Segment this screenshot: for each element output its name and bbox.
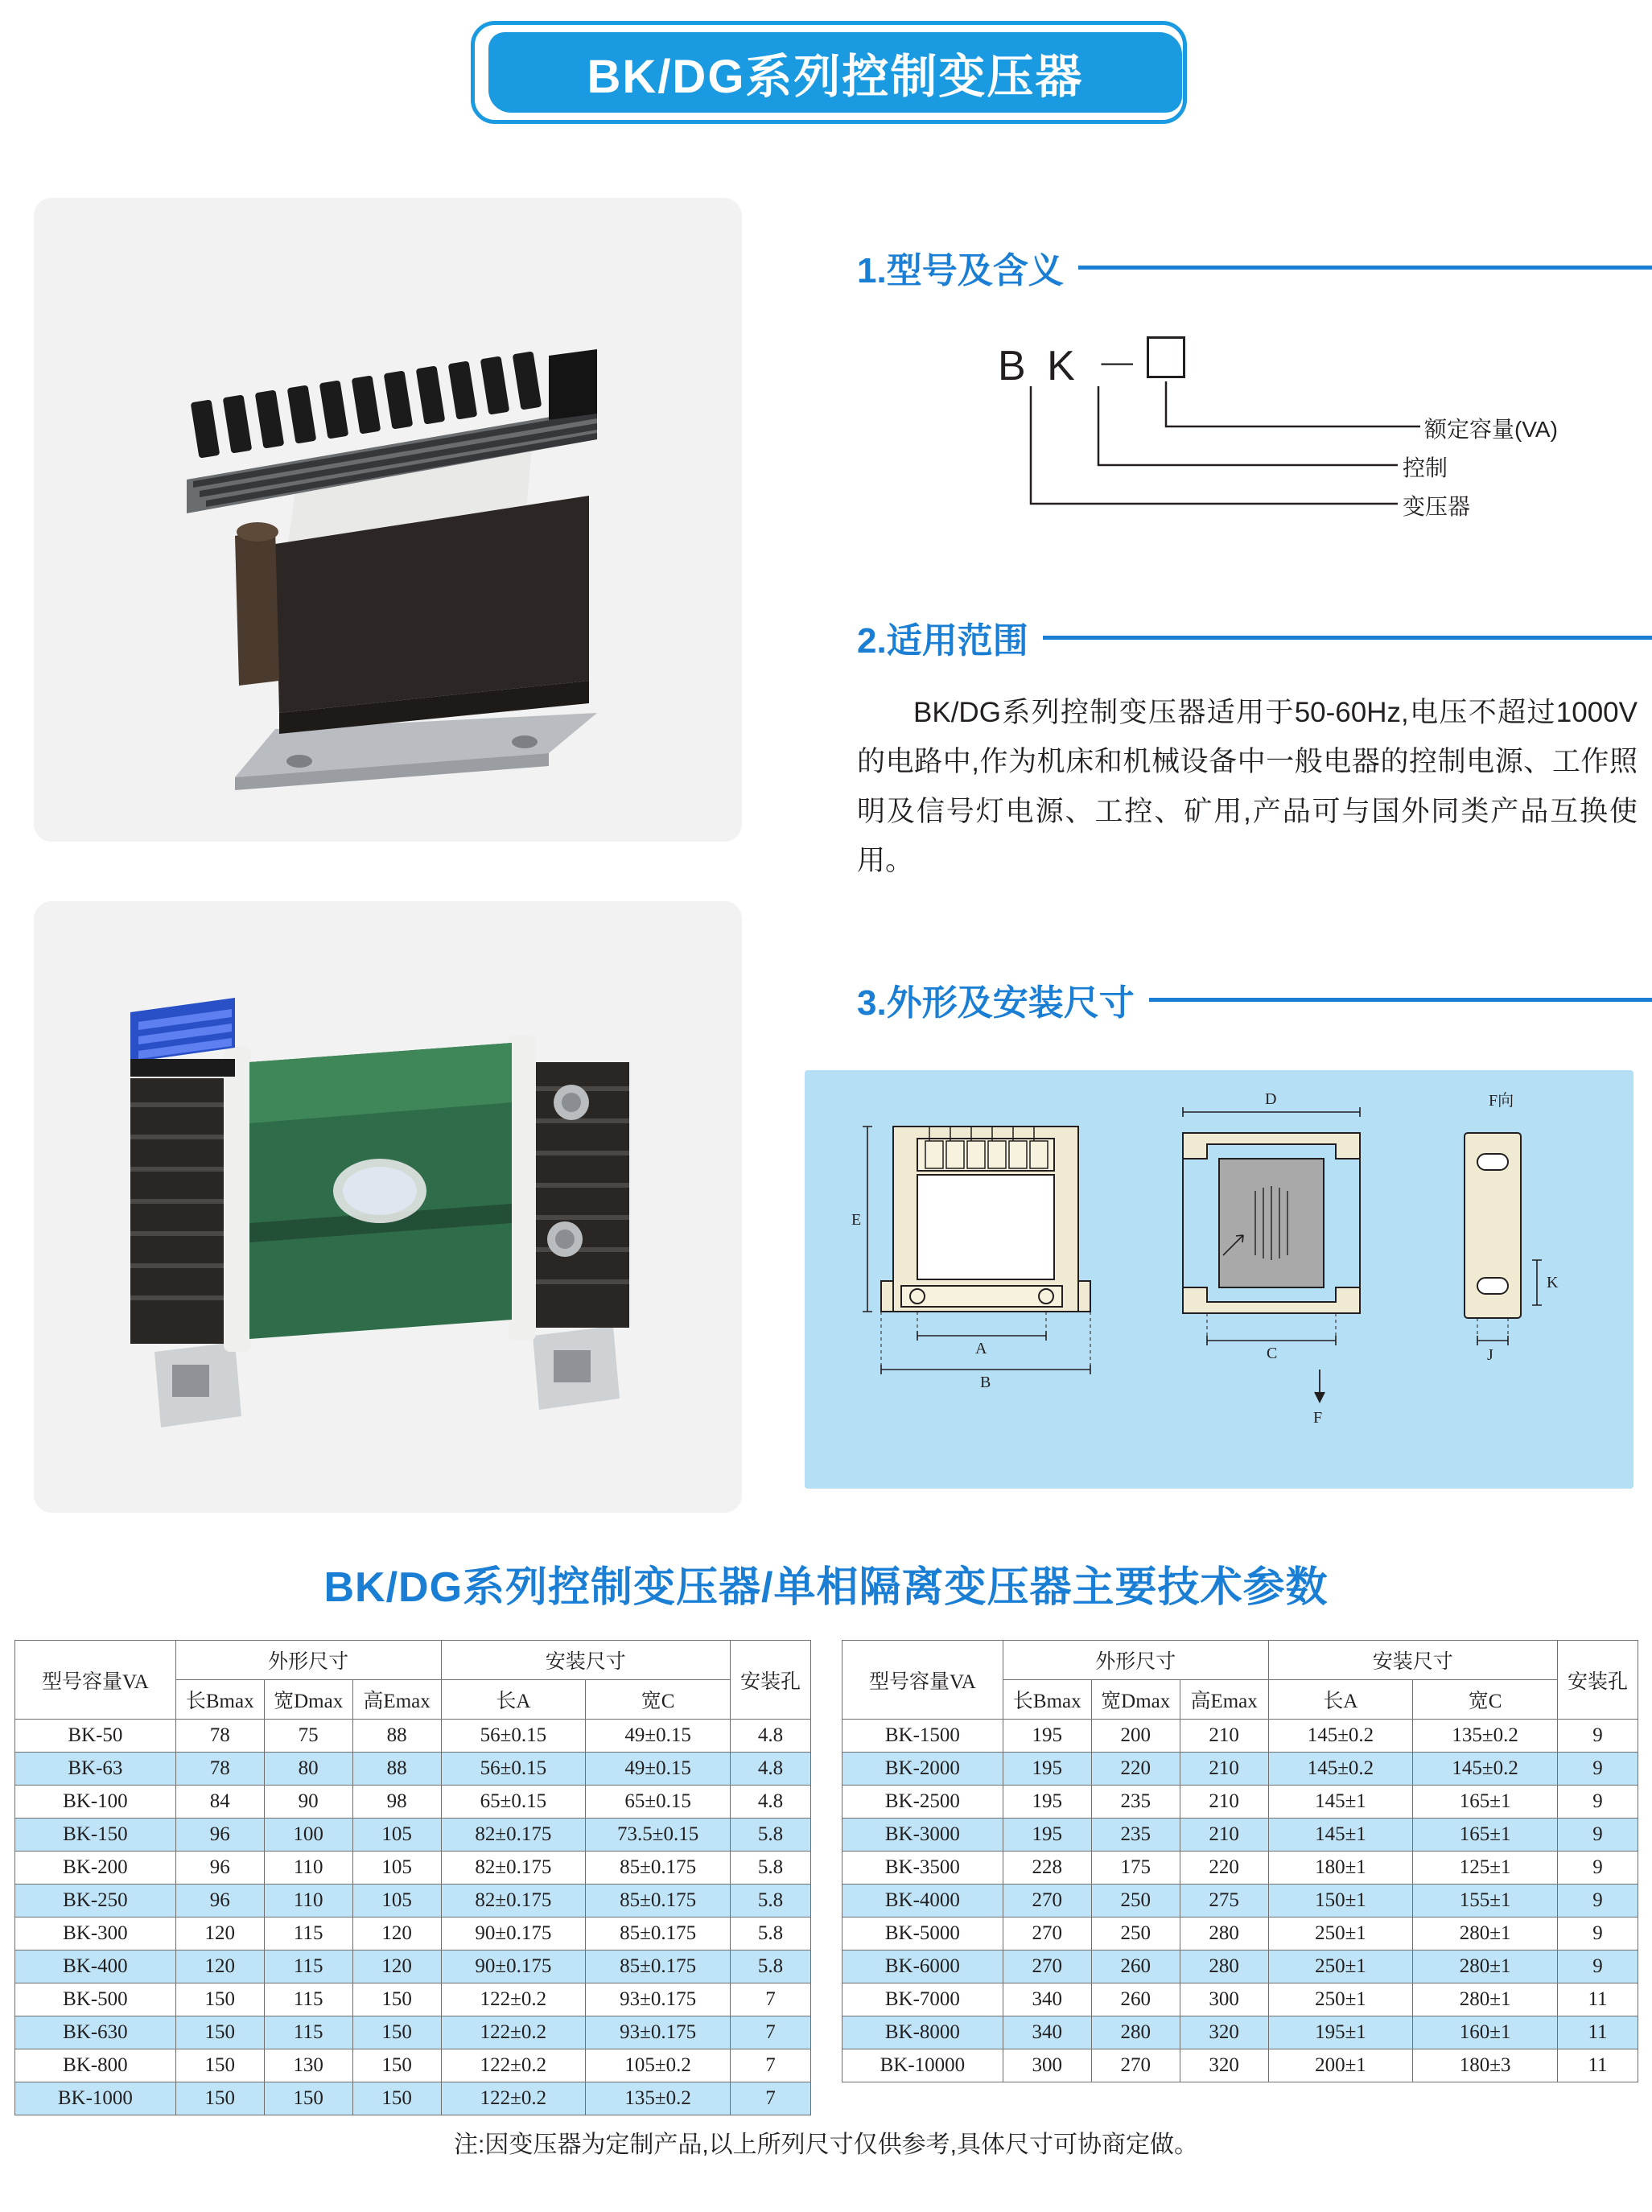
cell-value: 300 — [1180, 1983, 1268, 2016]
cell-value: 120 — [352, 1917, 441, 1950]
cell-value: 160±1 — [1413, 2016, 1558, 2049]
section-3-title: 3.外形及安装尺寸 — [857, 983, 1135, 1023]
cell-value: 110 — [264, 1885, 352, 1917]
product-photo-bottom — [34, 901, 742, 1513]
cell-value: 90 — [264, 1786, 352, 1819]
table-row — [15, 2082, 811, 2115]
cell-value: 5.8 — [731, 1917, 811, 1950]
table-footnote: 注:因变压器为定制产品,以上所列尺寸仅供参考,具体尺寸可协商定做。 — [453, 2132, 1198, 2158]
col-group-mounting: 安装尺寸 — [441, 1641, 730, 1680]
spec-table-right — [842, 1640, 1638, 2082]
svg-text:F向: F向 — [1489, 1092, 1514, 1110]
cell-value: 85±0.175 — [586, 1917, 731, 1950]
svg-text:B: B — [980, 1374, 991, 1391]
cell-value: 5.8 — [731, 1819, 811, 1852]
cell-model: BK-63 — [15, 1753, 176, 1786]
cell-model: BK-5000 — [842, 1917, 1003, 1950]
cell-value: 150 — [352, 1983, 441, 2016]
svg-text:J: J — [1487, 1346, 1493, 1364]
cell-value: 65±0.15 — [441, 1786, 586, 1819]
table-row — [15, 1917, 811, 1950]
cell-model: BK-100 — [15, 1786, 176, 1819]
cell-value: 280 — [1091, 2016, 1180, 2049]
cell-value: 5.8 — [731, 1950, 811, 1983]
cell-value: 275 — [1180, 1885, 1268, 1917]
section-2-title: 2.适用范围 — [857, 621, 1028, 661]
model-label-control: 控制 — [1403, 455, 1448, 480]
cell-value: 93±0.175 — [586, 1983, 731, 2016]
col-group-hole: 安装孔 — [1558, 1641, 1638, 1720]
table-row — [15, 1852, 811, 1885]
cell-value: 4.8 — [731, 1720, 811, 1753]
cell-value: 11 — [1558, 2049, 1638, 2082]
table-row — [842, 1950, 1638, 1983]
cell-value: 122±0.2 — [441, 1983, 586, 2016]
cell-value: 7 — [731, 2082, 811, 2115]
section-1-title: 1.型号及含义 — [857, 251, 1064, 290]
spec-table-title: BK/DG系列控制变压器/单相隔离变压器主要技术参数 — [323, 1564, 1329, 1611]
cell-value: 105±0.2 — [586, 2049, 731, 2082]
cell-value: 270 — [1003, 1950, 1091, 1983]
cell-value: 195 — [1003, 1786, 1091, 1819]
svg-text:D: D — [1265, 1090, 1277, 1108]
col-model-capacity: 型号容量VA — [842, 1641, 1003, 1720]
page-header — [0, 14, 1652, 134]
cell-value: 135±0.2 — [1413, 1720, 1558, 1753]
cell-value: 78 — [175, 1720, 264, 1753]
cell-model: BK-50 — [15, 1720, 176, 1753]
cell-value: 100 — [264, 1819, 352, 1852]
section-heading-dimensions — [857, 974, 1652, 1025]
cell-model: BK-800 — [15, 2049, 176, 2082]
cell-value: 7 — [731, 1983, 811, 2016]
cell-value: 9 — [1558, 1852, 1638, 1885]
cell-value: 88 — [352, 1720, 441, 1753]
cell-value: 270 — [1003, 1885, 1091, 1917]
cell-value: 180±1 — [1268, 1852, 1413, 1885]
cell-model: BK-500 — [15, 1983, 176, 2016]
svg-text:A: A — [975, 1340, 987, 1357]
cell-value: 5.8 — [731, 1885, 811, 1917]
table-row — [15, 1753, 811, 1786]
cell-value: 228 — [1003, 1852, 1091, 1885]
scope-text: BK/DG系列控制变压器适用于50-60Hz,电压不超过1000V的电路中,作为机床和机械设备中一般电器的控制电源、工作照明及信号灯电源、工控、矿用,产品可与国外同类产品互换使用。 — [857, 697, 1638, 876]
cell-model: BK-400 — [15, 1950, 176, 1983]
product-photo-top — [34, 198, 742, 842]
cell-value: 145±0.2 — [1268, 1720, 1413, 1753]
col-bmax: 长Bmax — [175, 1680, 264, 1720]
table-row — [15, 1720, 811, 1753]
cell-value: 150 — [175, 2016, 264, 2049]
cell-value: 84 — [175, 1786, 264, 1819]
cell-value: 270 — [1003, 1917, 1091, 1950]
cell-model: BK-4000 — [842, 1885, 1003, 1917]
table-row — [15, 1983, 811, 2016]
cell-value: 49±0.15 — [586, 1753, 731, 1786]
cell-value: 105 — [352, 1885, 441, 1917]
page-title: BK/DG系列控制变压器 — [587, 51, 1084, 103]
cell-value: 9 — [1558, 1786, 1638, 1819]
cell-value: 165±1 — [1413, 1786, 1558, 1819]
cell-value: 340 — [1003, 1983, 1091, 2016]
col-group-outline: 外形尺寸 — [1003, 1641, 1268, 1680]
table-row — [842, 1753, 1638, 1786]
cell-value: 150 — [352, 2049, 441, 2082]
cell-value: 9 — [1558, 1819, 1638, 1852]
cell-value: 300 — [1003, 2049, 1091, 2082]
cell-value: 145±1 — [1268, 1819, 1413, 1852]
cell-value: 320 — [1180, 2049, 1268, 2082]
cell-value: 85±0.175 — [586, 1950, 731, 1983]
cell-value: 90±0.175 — [441, 1917, 586, 1950]
table-row — [842, 1885, 1638, 1917]
cell-value: 155±1 — [1413, 1885, 1558, 1917]
cell-value: 9 — [1558, 1917, 1638, 1950]
cell-value: 5.8 — [731, 1852, 811, 1885]
col-c: 宽C — [586, 1680, 731, 1720]
table-row — [15, 1786, 811, 1819]
table-row — [15, 2016, 811, 2049]
table-row — [15, 1885, 811, 1917]
cell-value: 150 — [175, 2049, 264, 2082]
cell-value: 105 — [352, 1852, 441, 1885]
cell-model: BK-2500 — [842, 1786, 1003, 1819]
cell-value: 82±0.175 — [441, 1819, 586, 1852]
cell-value: 235 — [1091, 1786, 1180, 1819]
col-a: 长A — [441, 1680, 586, 1720]
cell-model: BK-3000 — [842, 1819, 1003, 1852]
transformer-photo-1 — [34, 198, 742, 842]
cell-value: 80 — [264, 1753, 352, 1786]
cell-value: 250±1 — [1268, 1917, 1413, 1950]
cell-value: 150 — [264, 2082, 352, 2115]
cell-value: 125±1 — [1413, 1852, 1558, 1885]
cell-model: BK-8000 — [842, 2016, 1003, 2049]
cell-value: 260 — [1091, 1983, 1180, 2016]
cell-value: 115 — [264, 1917, 352, 1950]
cell-value: 270 — [1091, 2049, 1180, 2082]
cell-model: BK-7000 — [842, 1983, 1003, 2016]
cell-value: 73.5±0.15 — [586, 1819, 731, 1852]
cell-value: 250±1 — [1268, 1950, 1413, 1983]
cell-value: 135±0.2 — [586, 2082, 731, 2115]
col-group-hole: 安装孔 — [731, 1641, 811, 1720]
cell-value: 9 — [1558, 1720, 1638, 1753]
cell-value: 96 — [175, 1819, 264, 1852]
cell-value: 210 — [1180, 1819, 1268, 1852]
cell-value: 280 — [1180, 1950, 1268, 1983]
col-dmax: 宽Dmax — [1091, 1680, 1180, 1720]
section-heading-scope — [857, 612, 1652, 663]
cell-value: 195 — [1003, 1819, 1091, 1852]
cell-model: BK-200 — [15, 1852, 176, 1885]
col-c: 宽C — [1413, 1680, 1558, 1720]
cell-value: 56±0.15 — [441, 1753, 586, 1786]
cell-value: 49±0.15 — [586, 1720, 731, 1753]
table-row — [842, 1917, 1638, 1950]
svg-text:F: F — [1313, 1409, 1323, 1427]
cell-value: 150 — [352, 2082, 441, 2115]
cell-value: 88 — [352, 1753, 441, 1786]
svg-text:C: C — [1267, 1345, 1278, 1362]
col-bmax: 长Bmax — [1003, 1680, 1091, 1720]
cell-value: 9 — [1558, 1753, 1638, 1786]
cell-value: 280±1 — [1413, 1950, 1558, 1983]
model-label-transformer: 变压器 — [1403, 494, 1471, 519]
cell-model: BK-6000 — [842, 1950, 1003, 1983]
cell-value: 150±1 — [1268, 1885, 1413, 1917]
cell-value: 11 — [1558, 1983, 1638, 2016]
cell-value: 220 — [1091, 1753, 1180, 1786]
col-emax: 高Emax — [1180, 1680, 1268, 1720]
model-label-capacity: 额定容量(VA) — [1424, 417, 1558, 442]
cell-value: 280 — [1180, 1917, 1268, 1950]
cell-value: 82±0.175 — [441, 1885, 586, 1917]
col-group-mounting: 安装尺寸 — [1268, 1641, 1557, 1680]
table-row — [842, 1983, 1638, 2016]
cell-value: 250±1 — [1268, 1983, 1413, 2016]
table-row — [842, 1852, 1638, 1885]
col-emax: 高Emax — [352, 1680, 441, 1720]
table-row — [842, 2049, 1638, 2082]
cell-value: 120 — [175, 1917, 264, 1950]
cell-value: 9 — [1558, 1950, 1638, 1983]
table-header-group-row — [15, 1641, 811, 1680]
model-leader-lines — [857, 322, 1629, 571]
section-heading-model — [857, 241, 1652, 293]
table-row — [15, 1819, 811, 1852]
cell-value: 145±1 — [1268, 1786, 1413, 1819]
cell-model: BK-3500 — [842, 1852, 1003, 1885]
cell-value: 235 — [1091, 1819, 1180, 1852]
cell-value: 11 — [1558, 2016, 1638, 2049]
cell-value: 280±1 — [1413, 1983, 1558, 2016]
col-a: 长A — [1268, 1680, 1413, 1720]
cell-value: 320 — [1180, 2016, 1268, 2049]
cell-value: 195 — [1003, 1720, 1091, 1753]
cell-value: 90±0.175 — [441, 1950, 586, 1983]
cell-value: 56±0.15 — [441, 1720, 586, 1753]
cell-value: 82±0.175 — [441, 1852, 586, 1885]
cell-value: 122±0.2 — [441, 2049, 586, 2082]
cell-value: 210 — [1180, 1786, 1268, 1819]
cell-value: 200±1 — [1268, 2049, 1413, 2082]
cell-value: 280±1 — [1413, 1917, 1558, 1950]
cell-value: 110 — [264, 1852, 352, 1885]
dimension-drawing-svg — [805, 1070, 1633, 1489]
title-banner — [471, 21, 1187, 124]
cell-model: BK-10000 — [842, 2049, 1003, 2082]
col-group-outline: 外形尺寸 — [175, 1641, 441, 1680]
cell-value: 120 — [175, 1950, 264, 1983]
cell-value: 85±0.175 — [586, 1852, 731, 1885]
cell-value: 210 — [1180, 1720, 1268, 1753]
cell-value: 150 — [352, 2016, 441, 2049]
table-row — [842, 1720, 1638, 1753]
cell-value: 220 — [1180, 1852, 1268, 1885]
model-code-diagram — [857, 322, 1629, 571]
banner-fill — [488, 32, 1182, 113]
cell-value: 85±0.175 — [586, 1885, 731, 1917]
cell-value: 9 — [1558, 1885, 1638, 1917]
svg-text:K: K — [1547, 1274, 1559, 1291]
cell-value: 130 — [264, 2049, 352, 2082]
cell-value: 98 — [352, 1786, 441, 1819]
cell-value: 175 — [1091, 1852, 1180, 1885]
cell-model: BK-630 — [15, 2016, 176, 2049]
cell-value: 200 — [1091, 1720, 1180, 1753]
cell-value: 75 — [264, 1720, 352, 1753]
cell-value: 96 — [175, 1852, 264, 1885]
cell-value: 165±1 — [1413, 1819, 1558, 1852]
transformer-photo-2 — [34, 901, 742, 1513]
table-row — [842, 1819, 1638, 1852]
cell-value: 195 — [1003, 1753, 1091, 1786]
cell-model: BK-300 — [15, 1917, 176, 1950]
section-2-rule — [1043, 636, 1652, 640]
col-dmax: 宽Dmax — [264, 1680, 352, 1720]
cell-value: 115 — [264, 2016, 352, 2049]
cell-value: 115 — [264, 1950, 352, 1983]
section-1-rule — [1078, 266, 1652, 270]
cell-value: 260 — [1091, 1950, 1180, 1983]
dimension-drawing — [805, 1070, 1633, 1489]
cell-model: BK-2000 — [842, 1753, 1003, 1786]
cell-value: 78 — [175, 1753, 264, 1786]
cell-value: 7 — [731, 2016, 811, 2049]
cell-value: 250 — [1091, 1917, 1180, 1950]
cell-value: 122±0.2 — [441, 2016, 586, 2049]
cell-value: 4.8 — [731, 1786, 811, 1819]
table-row — [15, 1950, 811, 1983]
cell-value: 105 — [352, 1819, 441, 1852]
cell-value: 145±0.2 — [1413, 1753, 1558, 1786]
cell-value: 180±3 — [1413, 2049, 1558, 2082]
svg-text:E: E — [851, 1211, 862, 1229]
cell-value: 120 — [352, 1950, 441, 1983]
table-row — [15, 2049, 811, 2082]
section-3-rule — [1149, 998, 1652, 1002]
cell-value: 122±0.2 — [441, 2082, 586, 2115]
cell-value: 210 — [1180, 1753, 1268, 1786]
scope-paragraph — [857, 688, 1638, 885]
model-code-text: B K － — [998, 343, 1143, 389]
cell-model: BK-250 — [15, 1885, 176, 1917]
cell-value: 96 — [175, 1885, 264, 1917]
cell-value: 250 — [1091, 1885, 1180, 1917]
cell-value: 340 — [1003, 2016, 1091, 2049]
cell-value: 4.8 — [731, 1753, 811, 1786]
table-header-group-row — [842, 1641, 1638, 1680]
col-model-capacity: 型号容量VA — [15, 1641, 176, 1720]
cell-model: BK-1000 — [15, 2082, 176, 2115]
table-row — [842, 1786, 1638, 1819]
cell-value: 150 — [175, 1983, 264, 2016]
cell-value: 115 — [264, 1983, 352, 2016]
cell-model: BK-150 — [15, 1819, 176, 1852]
cell-value: 93±0.175 — [586, 2016, 731, 2049]
cell-value: 145±0.2 — [1268, 1753, 1413, 1786]
cell-value: 195±1 — [1268, 2016, 1413, 2049]
cell-value: 150 — [175, 2082, 264, 2115]
cell-value: 65±0.15 — [586, 1786, 731, 1819]
spec-table-left — [14, 1640, 811, 2115]
cell-value: 7 — [731, 2049, 811, 2082]
table-row — [842, 2016, 1638, 2049]
cell-model: BK-1500 — [842, 1720, 1003, 1753]
